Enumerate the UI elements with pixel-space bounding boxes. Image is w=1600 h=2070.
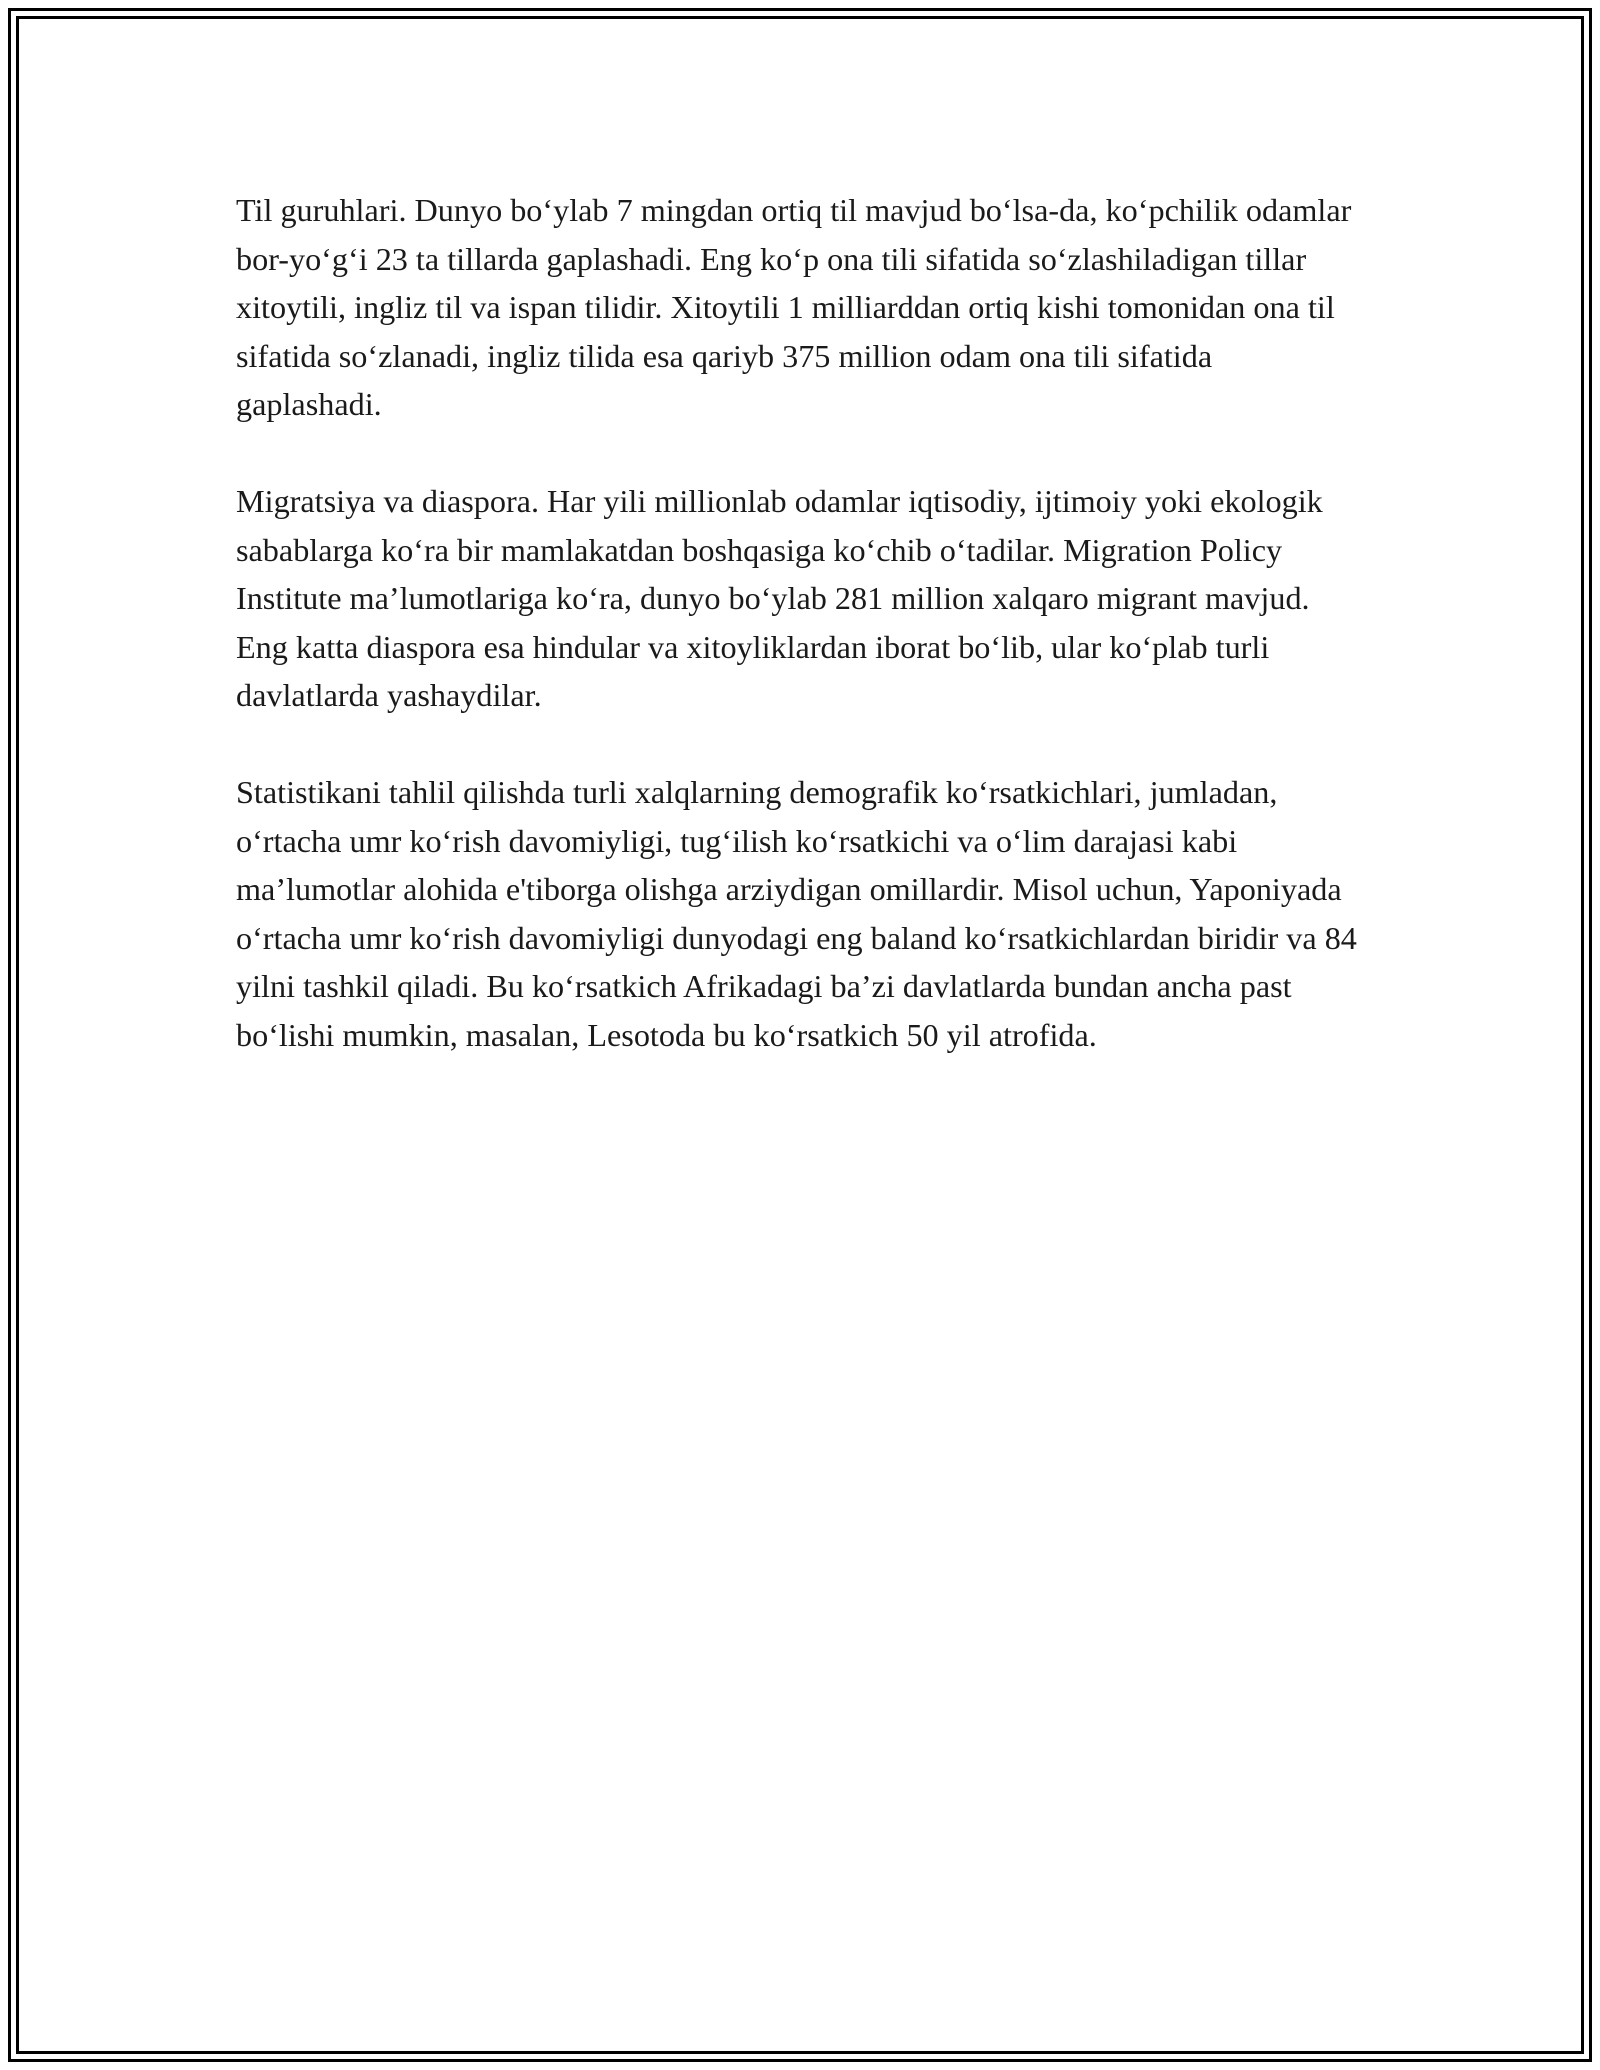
paragraph-languages: Til guruhlari. Dunyo bo‘ylab 7 mingdan ortiq til mavjud bo‘lsa-da, ko‘pchilik odamlar bor-yo‘g‘i 23 ta tillarda gaplashadi. Eng ko‘p ona tili sifatida so‘zlashiladigan tillar xitoytili, ingliz til va ispan tilidir. Xitoytili 1 milliarddan ortiq kishi tomonidan ona til sifatida so‘zlanadi, ingliz tilida esa qariyb 375 million odam ona tili sifatida gaplashadi. (236, 192, 1352, 422)
paragraph-migration: Migratsiya va diaspora. Har yili millionlab odamlar iqtisodiy, ijtimoiy yoki ekologik sabablarga ko‘ra bir mamlakatdan boshqasiga ko‘chib o‘tadilar. Migration Policy Institute ma’lumotlariga ko‘ra, dunyo bo‘ylab 281 million xalqaro migrant mavjud. Eng katta diaspora esa hindular va xitoyliklardan iborat bo‘lib, ular ko‘plab turli davlatlarda yashaydilar. (236, 483, 1323, 713)
paragraph-demographics: Statistikani tahlil qilishda turli xalqlarning demografik ko‘rsatkichlari, jumladan, o‘rtacha umr ko‘rish davomiyligi, tug‘ilish ko‘rsatkichi va o‘lim darajasi kabi ma’lumotlar alohida e'tiborga olishga arziydigan omillardir. Misol uchun, Yaponiyada o‘rtacha umr ko‘rish davomiyligi dunyodagi eng baland ko‘rsatkichlardan biridir va 84 yilni tashkil qiladi. Bu ko‘rsatkich Afrikadagi ba’zi davlatlarda bundan ancha past bo‘lishi mumkin, masalan, Lesotoda bu ko‘rsatkich 50 yil atrofida. (236, 774, 1357, 1053)
document-body (236, 186, 1364, 1108)
